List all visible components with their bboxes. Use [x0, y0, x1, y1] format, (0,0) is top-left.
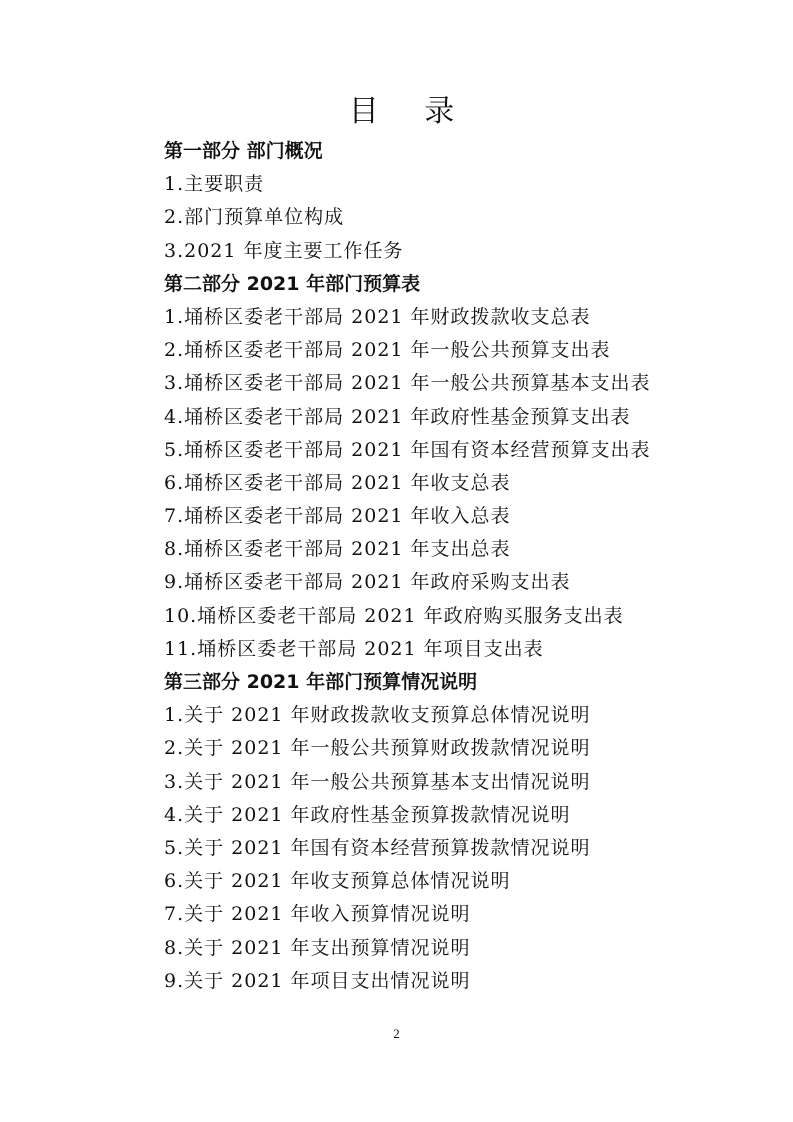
toc-item: 9.埇桥区委老干部局 2021 年政府采购支出表	[164, 571, 571, 594]
toc-item: 1.关于 2021 年财政拨款收支预算总体情况说明	[164, 704, 591, 727]
toc-item: 10.埇桥区委老干部局 2021 年政府购买服务支出表	[164, 604, 624, 627]
table-of-contents	[164, 135, 724, 998]
toc-item: 8.关于 2021 年支出预算情况说明	[164, 936, 471, 959]
toc-item: 2.部门预算单位构成	[164, 206, 345, 229]
toc-item: 11.埇桥区委老干部局 2021 年项目支出表	[164, 637, 544, 660]
toc-item: 2.埇桥区委老干部局 2021 年一般公共预算支出表	[164, 339, 611, 362]
toc-item: 3.埇桥区委老干部局 2021 年一般公共预算基本支出表	[164, 372, 651, 395]
toc-item: 5.埇桥区委老干部局 2021 年国有资本经营预算支出表	[164, 438, 651, 461]
toc-item: 1.主要职责	[164, 173, 265, 196]
toc-item: 2.关于 2021 年一般公共预算财政拨款情况说明	[164, 737, 591, 760]
part-heading-3: 第三部分 2021 年部门预算情况说明	[164, 671, 478, 693]
toc-item: 6.埇桥区委老干部局 2021 年收支总表	[164, 471, 511, 494]
toc-item: 4.关于 2021 年政府性基金预算拨款情况说明	[164, 803, 571, 826]
toc-item: 7.埇桥区委老干部局 2021 年收入总表	[164, 505, 511, 528]
part-heading-2: 第二部分 2021 年部门预算表	[164, 272, 421, 295]
toc-item: 3.关于 2021 年一般公共预算基本支出情况说明	[164, 770, 591, 793]
toc-item: 5.关于 2021 年国有资本经营预算拨款情况说明	[164, 836, 591, 859]
toc-item: 8.埇桥区委老干部局 2021 年支出总表	[164, 538, 511, 561]
page-number: 2	[393, 1026, 400, 1041]
part-heading-1: 第一部分 部门概况	[164, 140, 323, 162]
toc-item: 3.2021 年度主要工作任务	[164, 239, 404, 262]
toc-item: 1.埇桥区委老干部局 2021 年财政拨款收支总表	[164, 305, 591, 328]
page-title: 目 录	[348, 94, 473, 129]
toc-item: 7.关于 2021 年收入预算情况说明	[164, 903, 471, 926]
toc-item: 9.关于 2021 年项目支出情况说明	[164, 969, 471, 992]
toc-item: 6.关于 2021 年收支预算总体情况说明	[164, 870, 511, 893]
toc-item: 4.埇桥区委老干部局 2021 年政府性基金预算支出表	[164, 405, 631, 428]
